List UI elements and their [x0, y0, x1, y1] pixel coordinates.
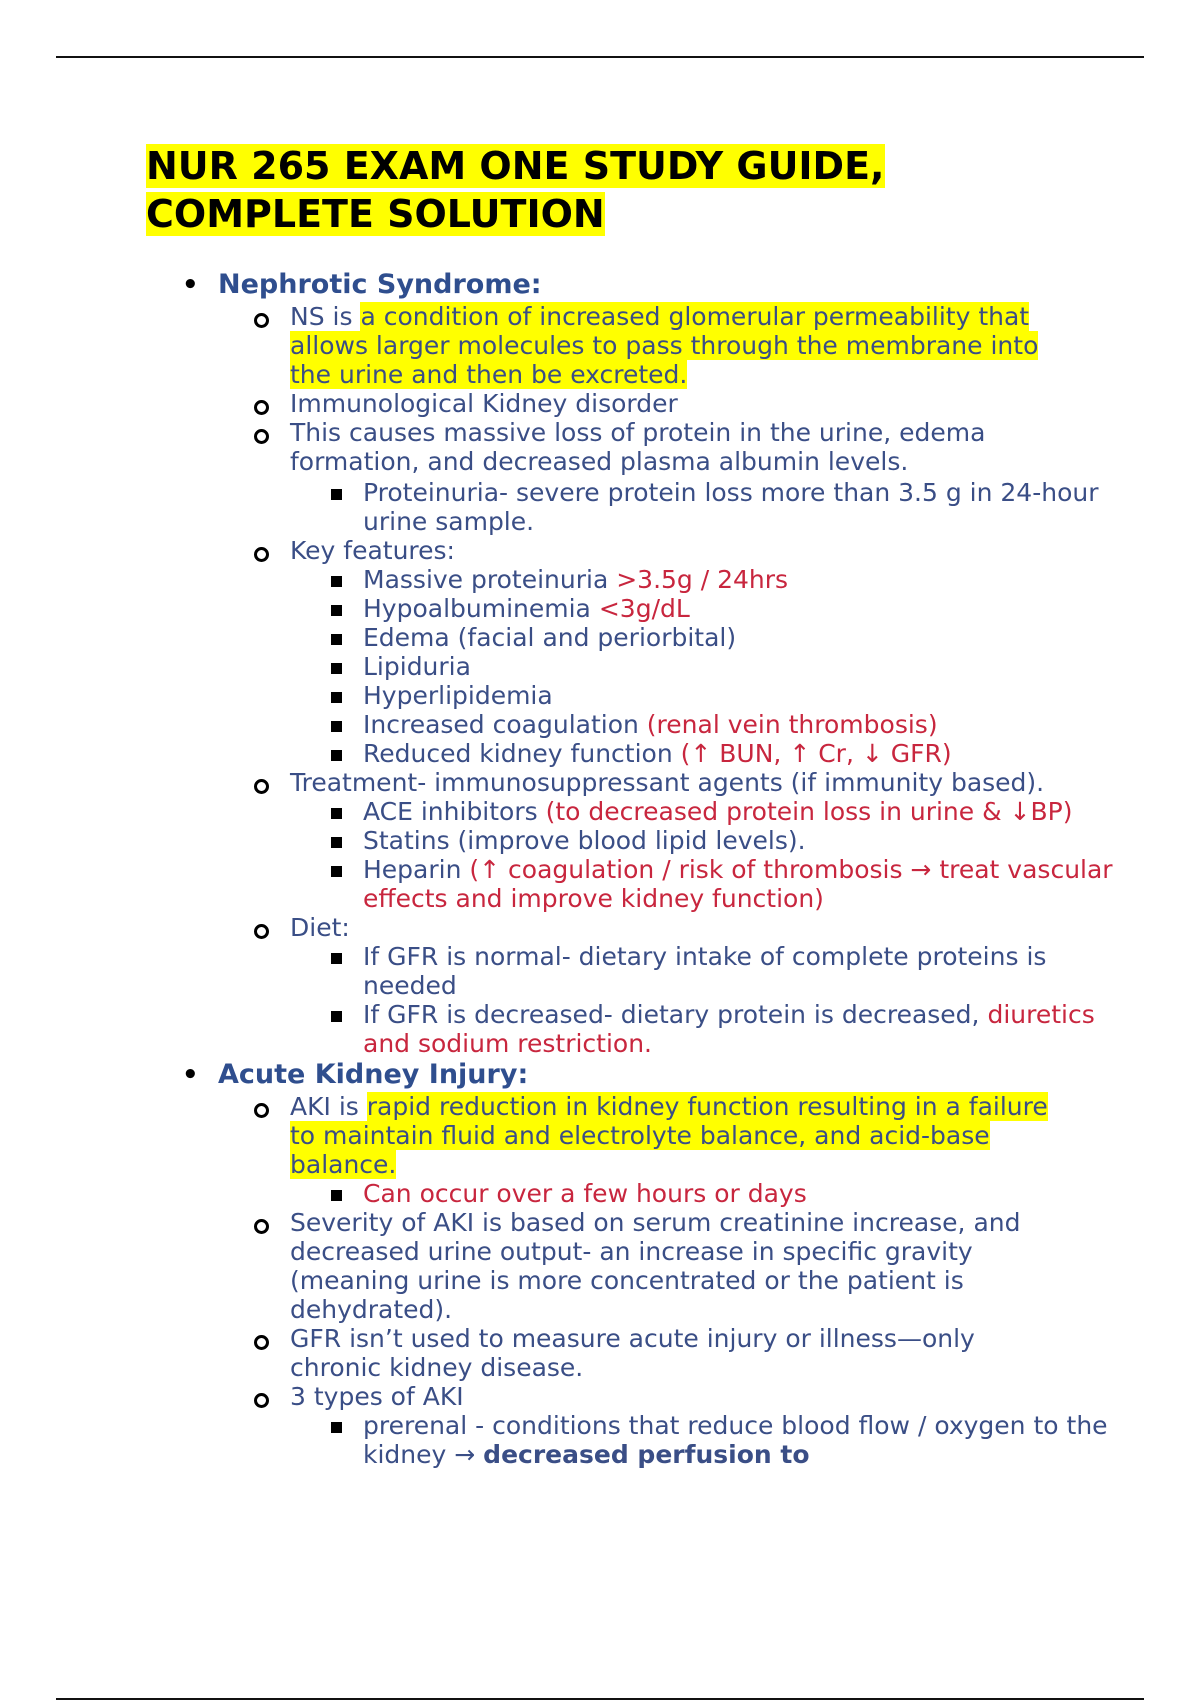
list-item [0, 1382, 1050, 1411]
feature-text: Hypoalbuminemia [363, 594, 591, 623]
sub-list-item [0, 623, 1123, 652]
list-item-text: If GFR is decreased- dietary protein is decreased, [363, 1000, 980, 1029]
hollow-circle-bullet-icon [254, 547, 269, 562]
sub-list-item [0, 565, 1123, 594]
square-bullet-icon [331, 605, 342, 616]
feature-value: >3.5g / 24hrs [616, 565, 789, 594]
title-line-1: NUR 265 EXAM ONE STUDY GUIDE, [146, 144, 885, 188]
sub-list-item [0, 1179, 1123, 1208]
list-item-text: GFR isn’t used to measure acute injury or illness—only chronic kidney disease. [290, 1324, 975, 1382]
feature-text: Massive proteinuria [363, 565, 609, 594]
page-title [146, 142, 986, 238]
square-bullet-icon [331, 721, 342, 732]
sub-list-item [0, 681, 1123, 710]
definition-prefix: NS is [290, 302, 361, 331]
list-item [0, 389, 1050, 418]
sub-list-item [0, 739, 1123, 768]
hollow-circle-bullet-icon [254, 313, 269, 328]
treatment-text: Statins (improve blood lipid levels). [363, 826, 806, 855]
hollow-circle-bullet-icon [254, 924, 269, 939]
hollow-circle-bullet-icon [254, 1219, 269, 1234]
list-item-text: 3 types of AKI [290, 1382, 464, 1411]
square-bullet-icon [331, 663, 342, 674]
list-item [0, 302, 1050, 389]
study-guide-content [0, 268, 1200, 1469]
list-item-text: This causes massive loss of protein in the urine, edema formation, and decreased plasma albumin levels. [290, 418, 986, 476]
hollow-circle-bullet-icon [254, 400, 269, 415]
sub-list-item [0, 594, 1123, 623]
feature-value: <3g/dL [598, 594, 690, 623]
treatment-note: (to decreased protein loss in urine & ↓BP) [545, 797, 1073, 826]
feature-text: Hyperlipidemia [363, 681, 553, 710]
sub-list-item [0, 478, 1123, 536]
list-item [0, 536, 1050, 565]
list-item-text: If GFR is normal- dietary intake of complete proteins is needed [363, 942, 1047, 1000]
list-item-text: prerenal - conditions that reduce blood flow / oxygen to the kidney → [363, 1411, 1108, 1469]
sub-list-item [0, 797, 1123, 826]
sub-list-item [0, 1000, 1123, 1058]
square-bullet-icon [331, 808, 342, 819]
square-bullet-icon [331, 750, 342, 761]
bullet-dot-icon: • [182, 270, 199, 300]
list-item [0, 768, 1050, 797]
list-item-text: Key features: [290, 536, 455, 565]
feature-text: Lipiduria [363, 652, 471, 681]
list-item-text: Immunological Kidney disorder [290, 389, 678, 418]
sub-list-item [0, 942, 1123, 1000]
section-heading: Nephrotic Syndrome: [218, 269, 542, 300]
title-line-2: COMPLETE SOLUTION [146, 192, 605, 236]
square-bullet-icon [331, 1011, 342, 1022]
hollow-circle-bullet-icon [254, 1103, 269, 1118]
feature-text: Edema (facial and periorbital) [363, 623, 737, 652]
list-item [0, 913, 1050, 942]
bullet-dot-icon: • [182, 1060, 199, 1090]
sub-list-item [0, 710, 1123, 739]
list-item-text: Can occur over a few hours or days [363, 1179, 807, 1208]
square-bullet-icon [331, 1422, 342, 1433]
list-item-text: Proteinuria- severe protein loss more than 3.5 g in 24-hour urine sample. [363, 478, 1099, 536]
section-heading: Acute Kidney Injury: [218, 1059, 529, 1090]
sub-list-item [0, 652, 1123, 681]
definition-highlight: a condition of increased glomerular permeability that allows larger molecules to pass through the membrane into the urine and then be excreted. [290, 302, 1039, 389]
feature-value: (renal vein thrombosis) [646, 710, 938, 739]
definition-prefix: AKI is [290, 1092, 367, 1121]
square-bullet-icon [331, 692, 342, 703]
treatment-text: Heparin [363, 855, 462, 884]
treatment-note: (↑ coagulation / risk of thrombosis → treat vascular effects and improve kidney function) [363, 855, 1113, 913]
list-item-text: Treatment- immunosuppressant agents (if immunity based). [290, 768, 1045, 797]
sub-list-item [0, 1411, 1123, 1469]
list-item-emphasis: decreased perfusion to [483, 1440, 810, 1469]
sub-list-item [0, 855, 1123, 913]
hollow-circle-bullet-icon [254, 429, 269, 444]
diet-note: diuretics and sodium restriction. [363, 1000, 1095, 1058]
hollow-circle-bullet-icon [254, 779, 269, 794]
feature-value: (↑ BUN, ↑ Cr, ↓ GFR) [680, 739, 952, 768]
square-bullet-icon [331, 953, 342, 964]
square-bullet-icon [331, 576, 342, 587]
top-rule [56, 56, 1144, 58]
list-item [0, 1208, 1050, 1324]
feature-text: Reduced kidney function [363, 739, 673, 768]
square-bullet-icon [331, 489, 342, 500]
hollow-circle-bullet-icon [254, 1335, 269, 1350]
definition-highlight: rapid reduction in kidney function resulting in a failure to maintain fluid and electrolyte balance, and acid-base balance. [290, 1092, 1048, 1179]
square-bullet-icon [331, 634, 342, 645]
list-item [0, 1092, 1050, 1179]
section-nephrotic-syndrome [0, 268, 1200, 302]
square-bullet-icon [331, 866, 342, 877]
list-item [0, 418, 1050, 476]
list-item [0, 1324, 1050, 1382]
list-item-text: Severity of AKI is based on serum creatinine increase, and decreased urine output- an increase in specific gravity (meaning urine is more concentrated or the patient is dehydrated). [290, 1208, 1021, 1324]
hollow-circle-bullet-icon [254, 1393, 269, 1408]
square-bullet-icon [331, 837, 342, 848]
list-item-text: Diet: [290, 913, 350, 942]
treatment-text: ACE inhibitors [363, 797, 538, 826]
section-acute-kidney-injury [0, 1058, 1200, 1092]
square-bullet-icon [331, 1190, 342, 1201]
sub-list-item [0, 826, 1123, 855]
feature-text: Increased coagulation [363, 710, 639, 739]
